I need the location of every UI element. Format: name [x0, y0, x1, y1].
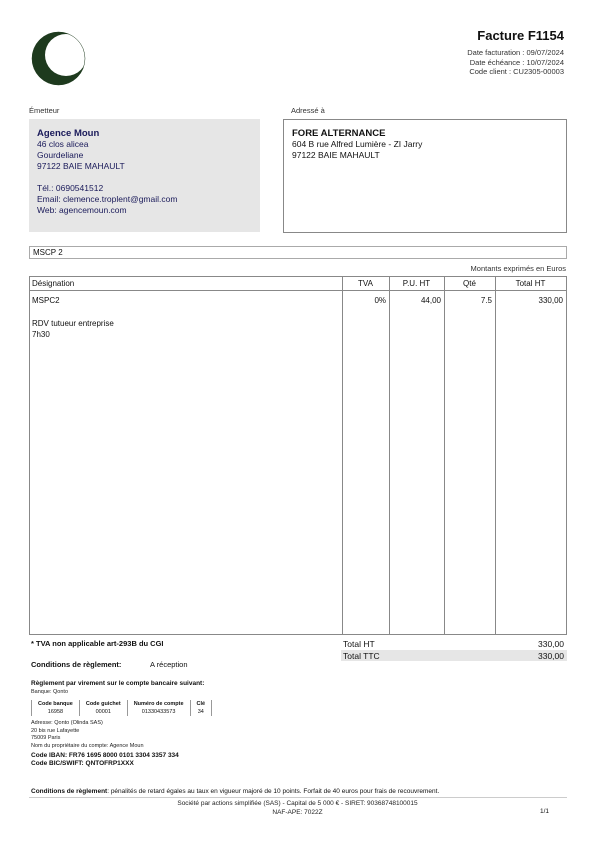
payment-conditions — [31, 788, 439, 795]
total-ht-value: 330,00 — [538, 639, 564, 649]
row-qty: 7.5 — [480, 296, 492, 305]
emitter-box — [29, 119, 260, 232]
invoice-meta — [467, 48, 564, 77]
tva-note: * TVA non applicable art-293B du CGI — [31, 639, 164, 648]
bank-value-account-number: 01330433573 — [127, 708, 190, 716]
invoice-reference: MSCP 2 — [29, 246, 567, 259]
total-ttc-label: Total TTC — [343, 651, 380, 661]
emitter-web: Web: agencemoun.com — [37, 205, 127, 215]
bank-header-code-banque: Code banque — [32, 700, 80, 708]
currency-note: Montants exprimés en Euros — [470, 264, 566, 273]
column-divider — [389, 277, 390, 634]
bank-header-account-number: Numéro de compte — [127, 700, 190, 708]
bank-account-table — [31, 700, 212, 716]
row-total: 330,00 — [538, 296, 563, 305]
bank-name: Banque: Qonto — [31, 689, 69, 695]
due-date: Date échéance : 10/07/2024 — [469, 57, 564, 67]
conditions-text: : pénalités de retard égales au taux en vigueur majoré de 10 points. Forfait de 40 euros pour frais de recouvrement. — [107, 788, 440, 795]
emitter-name: Agence Moun — [37, 128, 100, 139]
bank-address-line: 20 bis rue Lafayette — [31, 727, 80, 734]
header-total: Total HT — [515, 279, 546, 288]
row-tva: 0% — [374, 296, 386, 305]
header-tva: TVA — [358, 279, 373, 288]
footer-naf: NAF-APE: 7022Z — [272, 809, 323, 816]
bank-address-line: 75009 Paris — [31, 735, 61, 741]
recipient-name: FORE ALTERNANCE — [292, 128, 386, 139]
row-detail: 7h30 — [32, 330, 50, 339]
recipient-label: Adressé à — [291, 106, 325, 115]
footer-legal: Société par actions simplifiée (SAS) - Capital de 5 000 € - SIRET: 90368748100015 — [177, 800, 418, 807]
payment-terms-value: A réception — [150, 660, 188, 669]
footer-divider — [29, 797, 567, 798]
column-divider — [444, 277, 445, 634]
column-divider — [342, 277, 343, 634]
recipient-address-line: 97122 BAIE MAHAULT — [292, 150, 380, 160]
total-ht-label: Total HT — [343, 639, 375, 649]
bank-iban: Code IBAN: FR76 1695 8000 0101 3304 3357 334 — [31, 752, 179, 759]
row-designation: MSPC2 — [32, 296, 60, 305]
bank-value-key: 34 — [190, 708, 212, 716]
footer — [0, 799, 595, 817]
emitter-email: Email: clemence.troplent@gmail.com — [37, 194, 178, 204]
total-ht-row — [341, 638, 567, 649]
bank-header-key: Clé — [190, 700, 212, 708]
items-table — [29, 276, 567, 635]
emitter-label: Émetteur — [29, 106, 60, 115]
company-logo — [31, 31, 86, 86]
total-ttc-value: 330,00 — [538, 651, 564, 661]
row-detail: RDV tutueur entreprise — [32, 319, 114, 328]
bank-address — [31, 720, 144, 750]
client-code: Code client : CU2305-00003 — [469, 67, 564, 76]
bank-header-code-guichet: Code guichet — [79, 700, 127, 708]
conditions-label: Conditions de règlement — [31, 788, 108, 795]
bank-value-code-banque: 16958 — [32, 708, 80, 716]
payment-terms-label: Conditions de règlement: — [31, 660, 122, 669]
recipient-address-line: 604 B rue Alfred Lumière - ZI Jarry — [292, 139, 423, 149]
bank-title: Règlement par virement sur le compte bancaire suivant: — [31, 680, 205, 687]
emitter-phone: Tél.: 0690541512 — [37, 183, 104, 193]
bank-address-line: Adresse: Qonto (Olinda SAS) — [31, 720, 103, 726]
emitter-address-line: 97122 BAIE MAHAULT — [37, 161, 125, 171]
header-qty: Qté — [463, 279, 476, 288]
header-pu: P.U. HT — [402, 279, 431, 288]
bank-value-code-guichet: 00001 — [79, 708, 127, 716]
header-designation: Désignation — [32, 279, 75, 288]
bank-codes — [31, 752, 179, 768]
bank-owner: Nom du propriétaire du compte: Agence Moun — [31, 742, 144, 749]
column-divider — [495, 277, 496, 634]
emitter-address-line: 46 clos alicea — [37, 139, 89, 149]
invoice-title: Facture F1154 — [477, 28, 564, 43]
page-number: 1/1 — [539, 808, 549, 815]
invoice-date: Date facturation : 09/07/2024 — [467, 48, 564, 57]
emitter-address-line: Gourdeliane — [37, 150, 84, 160]
recipient-box — [283, 119, 567, 233]
total-ttc-row — [341, 650, 567, 661]
bank-bic: Code BIC/SWIFT: QNTOFRP1XXX — [31, 760, 134, 767]
row-pu: 44,00 — [420, 296, 441, 305]
